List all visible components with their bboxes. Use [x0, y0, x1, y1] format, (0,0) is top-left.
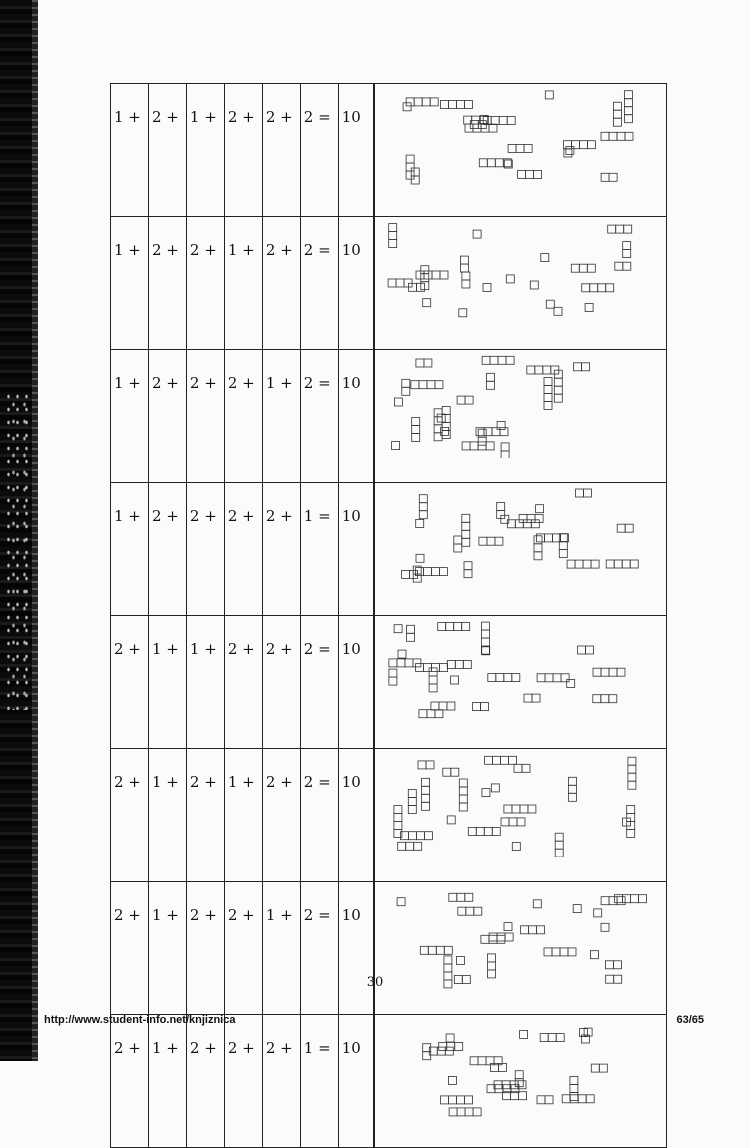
term-cell: 2 + — [224, 1015, 262, 1148]
table-row — [111, 483, 667, 616]
term-cell: 2 + — [224, 483, 262, 616]
term-cell: 2 + — [262, 217, 300, 350]
term-cell: 2 + — [224, 882, 262, 1015]
term-cell: 2 + — [186, 483, 224, 616]
term-cell: 2 + — [262, 1015, 300, 1148]
term-cell: 1 + — [148, 749, 186, 882]
term-cell: 1 + — [111, 350, 149, 483]
table-row — [111, 217, 667, 350]
term-cell: 2 + — [186, 217, 224, 350]
term-cell: 2 + — [111, 882, 149, 1015]
term-cell: 2 + — [262, 749, 300, 882]
handwritten-arrangement-sketch — [374, 483, 667, 616]
handwritten-arrangement-sketch — [374, 749, 667, 882]
term-cell: 2 + — [111, 1015, 149, 1148]
term-cell: 2 + — [224, 84, 262, 217]
term-cell: 2 + — [148, 84, 186, 217]
table-row — [111, 1015, 667, 1148]
term-cell: 1 + — [111, 217, 149, 350]
handwritten-arrangement-sketch — [374, 350, 667, 483]
term-cell: 1 + — [262, 350, 300, 483]
term-cell: 1 + — [148, 882, 186, 1015]
footer-page-count: 63/65 — [676, 1014, 704, 1026]
handwritten-arrangement-sketch — [374, 1015, 667, 1148]
term-cell: 1 = — [300, 483, 338, 616]
scan-specks — [4, 390, 32, 710]
term-cell: 2 + — [186, 350, 224, 483]
term-cell: 2 + — [111, 616, 149, 749]
term-cell: 2 + — [186, 749, 224, 882]
term-cell: 2 = — [300, 882, 338, 1015]
term-cell: 2 + — [224, 616, 262, 749]
total-cell: 10 — [338, 749, 373, 882]
term-cell: 1 + — [111, 84, 149, 217]
total-cell: 10 — [338, 1015, 373, 1148]
term-cell: 2 + — [111, 749, 149, 882]
term-cell: 1 + — [186, 84, 224, 217]
term-cell: 1 = — [300, 1015, 338, 1148]
table-row — [111, 882, 667, 1015]
table-row — [111, 616, 667, 749]
term-cell: 1 + — [224, 749, 262, 882]
term-cell: 1 + — [148, 616, 186, 749]
page-number: 30 — [366, 975, 384, 990]
total-cell: 10 — [338, 483, 373, 616]
term-cell: 2 + — [148, 483, 186, 616]
term-cell: 1 + — [148, 1015, 186, 1148]
term-cell: 1 + — [224, 217, 262, 350]
term-cell: 1 + — [186, 616, 224, 749]
term-cell: 2 + — [186, 882, 224, 1015]
total-cell: 10 — [338, 616, 373, 749]
term-cell: 2 = — [300, 84, 338, 217]
handwritten-arrangement-sketch — [374, 217, 667, 350]
term-cell: 2 + — [224, 350, 262, 483]
table-row — [111, 84, 667, 217]
total-cell: 10 — [338, 882, 373, 1015]
handwritten-arrangement-sketch — [374, 616, 667, 749]
term-cell: 2 = — [300, 616, 338, 749]
term-cell: 2 + — [262, 616, 300, 749]
handwritten-arrangement-sketch — [374, 882, 667, 1015]
handwritten-arrangement-sketch — [374, 84, 667, 217]
table-row — [111, 350, 667, 483]
term-cell: 2 + — [262, 84, 300, 217]
term-cell: 1 + — [111, 483, 149, 616]
table-row — [111, 749, 667, 882]
term-cell: 2 + — [148, 217, 186, 350]
total-cell: 10 — [338, 350, 373, 483]
term-cell: 2 + — [262, 483, 300, 616]
term-cell: 1 + — [262, 882, 300, 1015]
term-cell: 2 = — [300, 350, 338, 483]
term-cell: 2 + — [148, 350, 186, 483]
total-cell: 10 — [338, 84, 373, 217]
total-cell: 10 — [338, 217, 373, 350]
footer-url[interactable]: http://www.student-info.net/knjiznica — [44, 1014, 236, 1026]
term-cell: 2 = — [300, 217, 338, 350]
term-cell: 2 + — [186, 1015, 224, 1148]
term-cell: 2 = — [300, 749, 338, 882]
